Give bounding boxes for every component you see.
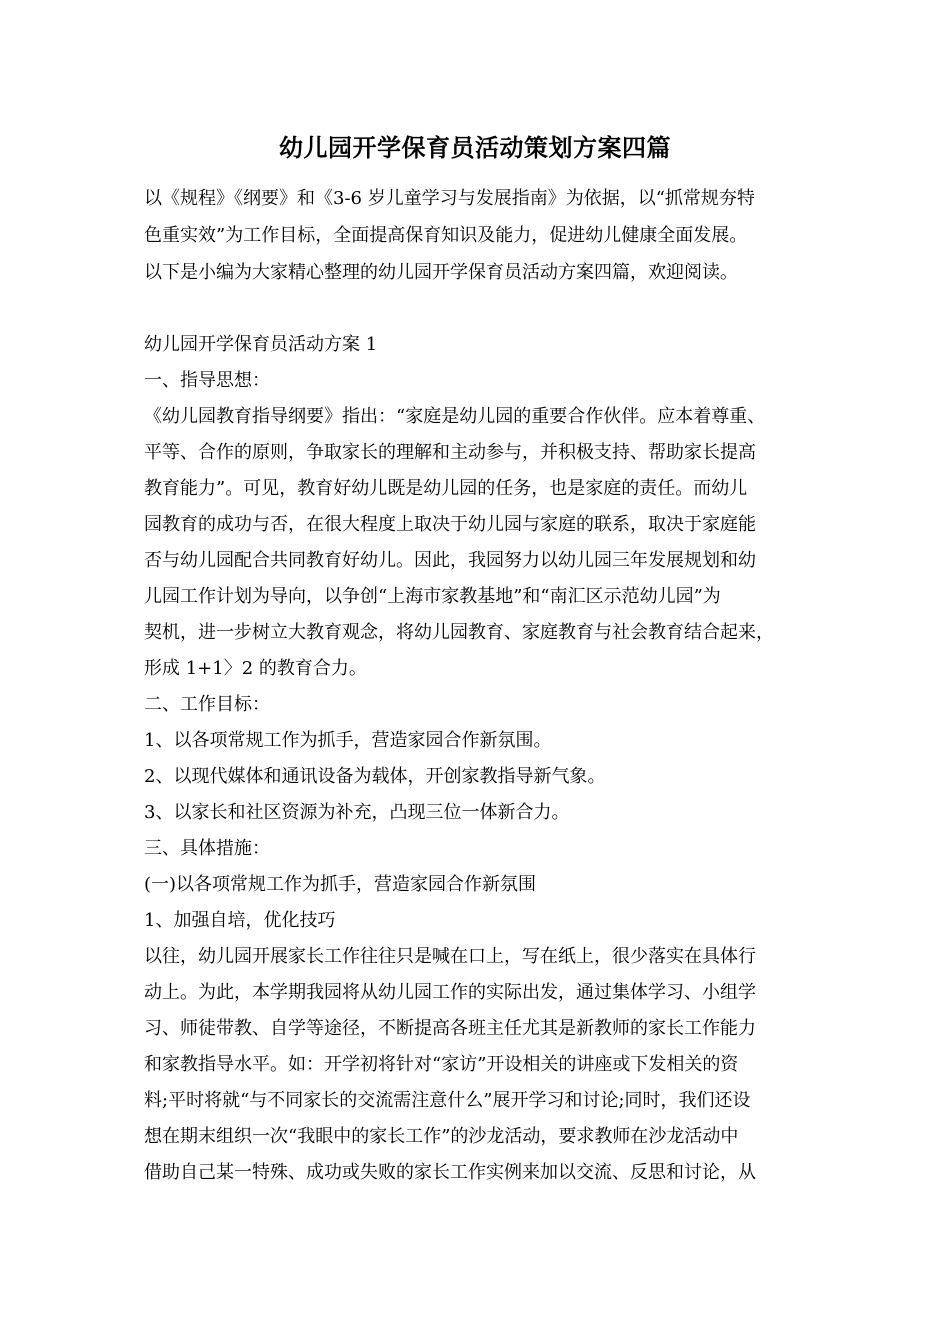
intro-line: 以《规程》《纲要》和《3-6 岁儿童学习与发展指南》为依据，以“抓常规夯特 xyxy=(144,188,755,209)
paragraph-line: 契机，进一步树立大教育观念，将幼儿园教育、家庭教育与社会教育结合起来， xyxy=(144,622,774,643)
paragraph-line: 园教育的成功与否，在很大程度上取决于幼儿园与家庭的联系，取决于家庭能 xyxy=(144,514,756,535)
paragraph-line: 借助自己某一特殊、成功或失败的家长工作实例来加以交流、反思和讨论，从 xyxy=(144,1162,756,1183)
intro-line: 以下是小编为大家精心整理的幼儿园开学保育员活动方案四篇，欢迎阅读。 xyxy=(144,262,738,283)
subheading: (一)以各项常规工作为抓手，营造家园合作新氛围 xyxy=(144,874,537,895)
subheading: 二、工作目标： xyxy=(144,694,270,715)
subheading: 1、加强自培，优化技巧 xyxy=(144,910,336,931)
paragraph-line: 料;平时将就“与不同家长的交流需注意什么”展开学习和讨论;同时，我们还设 xyxy=(144,1090,751,1111)
paragraph-line: 平等、合作的原则，争取家长的理解和主动参与，并积极支持、帮助家长提高 xyxy=(144,442,756,463)
paragraph-line: 儿园工作计划为导向，以争创“上海市家教基地”和“南汇区示范幼儿园”为 xyxy=(144,586,721,607)
subheading: 三、具体措施： xyxy=(144,838,270,859)
paragraph-line: 和家教指导水平。如：开学初将针对“家访”开设相关的讲座或下发相关的资 xyxy=(144,1054,739,1075)
document-title: 幼儿园开学保育员活动策划方案四篇 xyxy=(279,133,671,162)
paragraph-line: 形成 1+1〉2 的教育合力。 xyxy=(144,658,367,679)
list-item: 3、以家长和社区资源为补充，凸现三位一体新合力。 xyxy=(144,802,570,823)
paragraph-line: 动上。为此，本学期我园将从幼儿园工作的实际出发，通过集体学习、小组学 xyxy=(144,982,756,1003)
paragraph-line: 教育能力”。可见，教育好幼儿既是幼儿园的任务，也是家庭的责任。而幼儿 xyxy=(144,478,748,499)
intro-line: 色重实效”为工作目标，全面提高保育知识及能力，促进幼儿健康全面发展。 xyxy=(144,225,748,246)
paragraph-line: 想在期末组织一次“我眼中的家长工作”的沙龙活动，要求教师在沙龙活动中 xyxy=(144,1126,739,1147)
list-item: 1、以各项常规工作为抓手，营造家园合作新氛围。 xyxy=(144,730,552,751)
paragraph-line: 以往，幼儿园开展家长工作往往只是喊在口上，写在纸上，很少落实在具体行 xyxy=(144,946,756,967)
subheading: 一、指导思想： xyxy=(144,370,270,391)
section-heading: 幼儿园开学保育员活动方案 1 xyxy=(144,334,378,355)
list-item: 2、以现代媒体和通讯设备为载体，开创家教指导新气象。 xyxy=(144,766,606,787)
paragraph-line: 《幼儿园教育指导纲要》指出：“家庭是幼儿园的重要合作伙伴。应本着尊重、 xyxy=(144,406,766,427)
paragraph-line: 否与幼儿园配合共同教育好幼儿。因此，我园努力以幼儿园三年发展规划和幼 xyxy=(144,550,756,571)
paragraph-line: 习、师徒带教、自学等途径，不断提高各班主任尤其是新教师的家长工作能力 xyxy=(144,1018,756,1039)
